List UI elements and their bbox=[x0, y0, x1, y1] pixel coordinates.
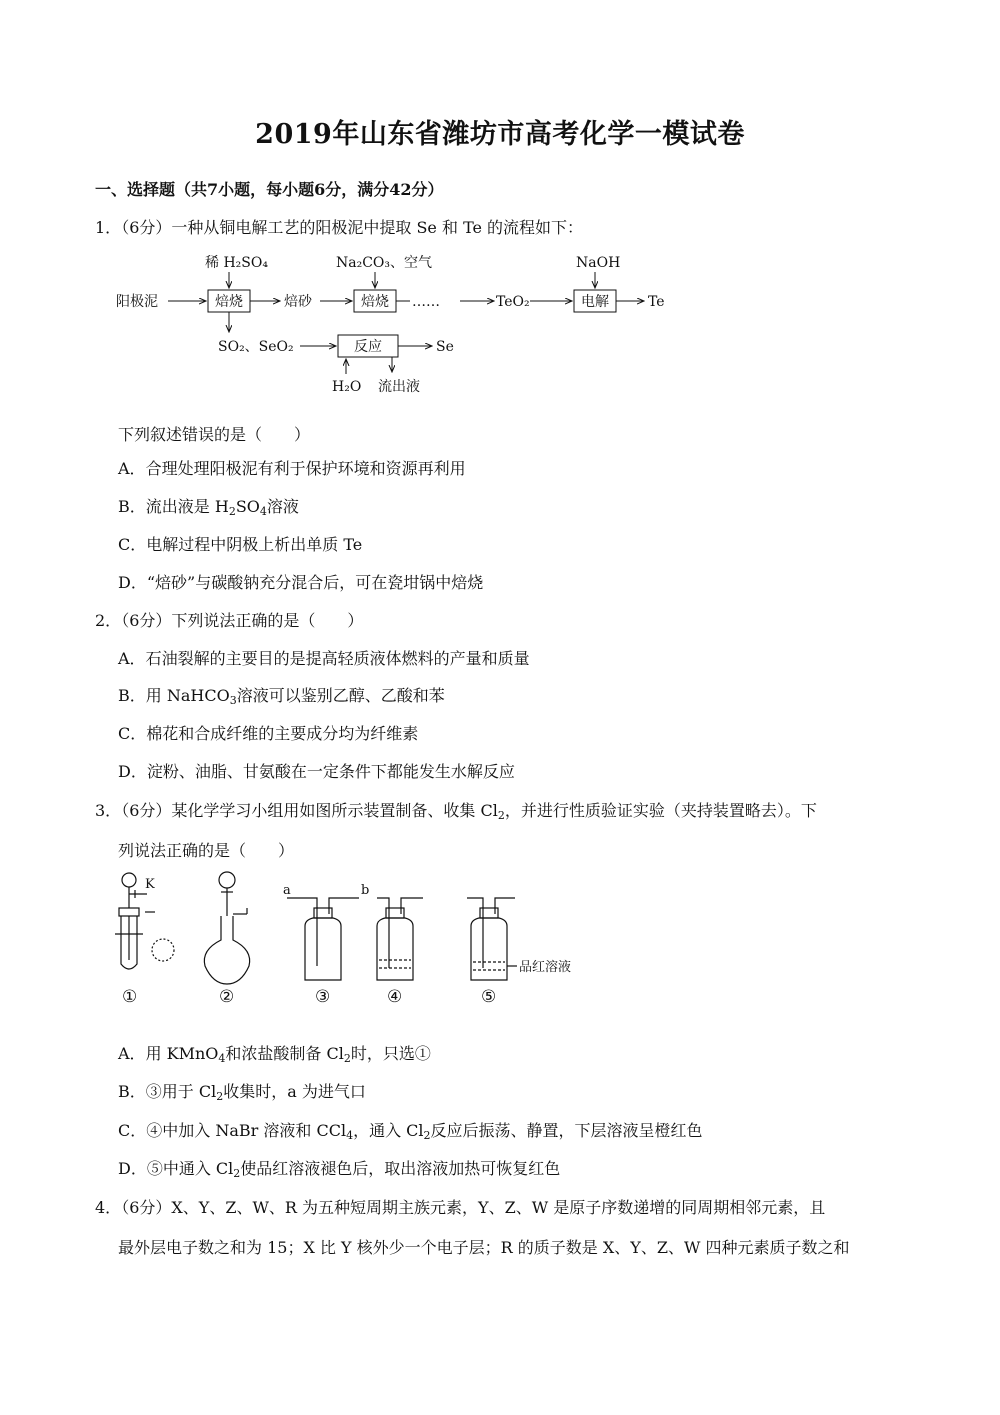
flow-start-label: 阳极泥 bbox=[116, 294, 158, 310]
question-2-stem: 2．（6分）下列说法正确的是（ ） bbox=[95, 611, 364, 630]
flow-ellipsis: …… bbox=[412, 294, 440, 310]
flow-box-roast-1: 焙烧 bbox=[215, 294, 243, 310]
q2-option-b: B．用 NaHCO$_3$溶液可以鉴别乙醇、乙酸和苯 bbox=[118, 686, 445, 707]
flow-gases: SO₂、SeO₂ bbox=[218, 339, 294, 355]
question-1-prompt: 下列叙述错误的是（ ） bbox=[118, 425, 311, 444]
q3-option-d: D．⑤中通入 $Cl_2$使品红溶液褪色后，取出溶液加热可恢复红色 bbox=[118, 1159, 561, 1180]
flow-reagent-2: Na₂CO₃、空气 bbox=[336, 255, 433, 271]
apparatus-figure bbox=[105, 868, 595, 1008]
question-3-stem: 3．（6分）某化学学习小组用如图所示装置制备、收集 $Cl_2$，并进行性质验证实验（夹持装置略去）。下 bbox=[95, 801, 817, 822]
flow-input-water: H₂O bbox=[332, 379, 362, 395]
label-inlet-b: b bbox=[361, 883, 370, 898]
apparatus-number-4: ④ bbox=[387, 987, 403, 1007]
apparatus-number-5: ⑤ bbox=[481, 987, 497, 1007]
q2-option-a: A．石油裂解的主要目的是提高轻质液体燃料的产量和质量 bbox=[118, 649, 530, 668]
flow-reagent-1: 稀 H₂SO₄ bbox=[205, 255, 268, 271]
q2-option-c: C．棉花和合成纤维的主要成分均为纤维素 bbox=[118, 724, 419, 743]
page-title: 2019年山东省潍坊市高考化学一模试卷 bbox=[255, 119, 745, 150]
question-text: 一种从铜电解工艺的阳极泥中提取 Se 和 Te 的流程如下： bbox=[171, 218, 584, 237]
q1-option-a: A．合理处理阳极泥有利于保护环境和资源再利用 bbox=[118, 459, 466, 478]
question-1-stem bbox=[95, 218, 583, 238]
label-valve-k: K bbox=[145, 877, 155, 892]
q3-option-c: C．④中加入 NaBr 溶液和 CCl$_4$，通入 $Cl_2$反应后振荡、静置，下层溶液呈橙红色 bbox=[118, 1121, 703, 1142]
question-number: 1． bbox=[95, 218, 122, 237]
apparatus-number-2: ② bbox=[219, 987, 235, 1007]
section-heading: 一、选择题（共7小题，每小题6分，满分42分） bbox=[95, 180, 444, 199]
q2-option-d: D．淀粉、油脂、甘氨酸在一定条件下都能发生水解反应 bbox=[118, 762, 515, 781]
label-pink-solution: 品红溶液 bbox=[519, 960, 572, 975]
apparatus-number-1: ① bbox=[122, 987, 138, 1007]
question-4-stem: 4．（6分）X、Y、Z、W、R 为五种短周期主族元素，Y、Z、W 是原子序数递增的同周期相邻元素，且 bbox=[95, 1198, 826, 1217]
q1-option-d: D．“焙砂”与碳酸钠充分混合后，可在瓷坩锅中焙烧 bbox=[118, 573, 484, 592]
q1-option-c: C．电解过程中阴极上析出单质 Te bbox=[118, 535, 363, 554]
question-4-stem-line-2: 最外层电子数之和为 15；X 比 Y 核外少一个电子层；R 的质子数是 X、Y、Z、W 四种元素质子数之和 bbox=[118, 1238, 850, 1257]
label-inlet-a: a bbox=[283, 883, 291, 898]
flow-intermediate-1: 焙砂 bbox=[284, 294, 312, 310]
flow-box-electrolysis: 电解 bbox=[581, 294, 609, 310]
flow-box-reaction: 反应 bbox=[354, 339, 382, 355]
flow-intermediate-2: TeO₂ bbox=[496, 294, 530, 310]
flow-reagent-3: NaOH bbox=[576, 255, 621, 271]
q3-option-b: B．③用于 $Cl_2$收集时，a 为进气口 bbox=[118, 1082, 366, 1103]
question-3-stem-line-2: 列说法正确的是（ ） bbox=[118, 841, 295, 860]
q3-option-a: A．用 KMnO$_4$和浓盐酸制备 $Cl_2$时，只选① bbox=[118, 1044, 431, 1065]
flowchart-figure bbox=[110, 248, 680, 398]
q1-option-b: B．流出液是 $H_2SO_4$溶液 bbox=[118, 497, 299, 518]
flow-product-te: Te bbox=[648, 294, 665, 310]
apparatus-number-3: ③ bbox=[315, 987, 331, 1007]
question-score: （6分） bbox=[121, 218, 172, 237]
flow-output-liquid: 流出液 bbox=[378, 379, 420, 395]
flow-box-roast-2: 焙烧 bbox=[361, 294, 389, 310]
flow-product-se: Se bbox=[436, 339, 454, 355]
